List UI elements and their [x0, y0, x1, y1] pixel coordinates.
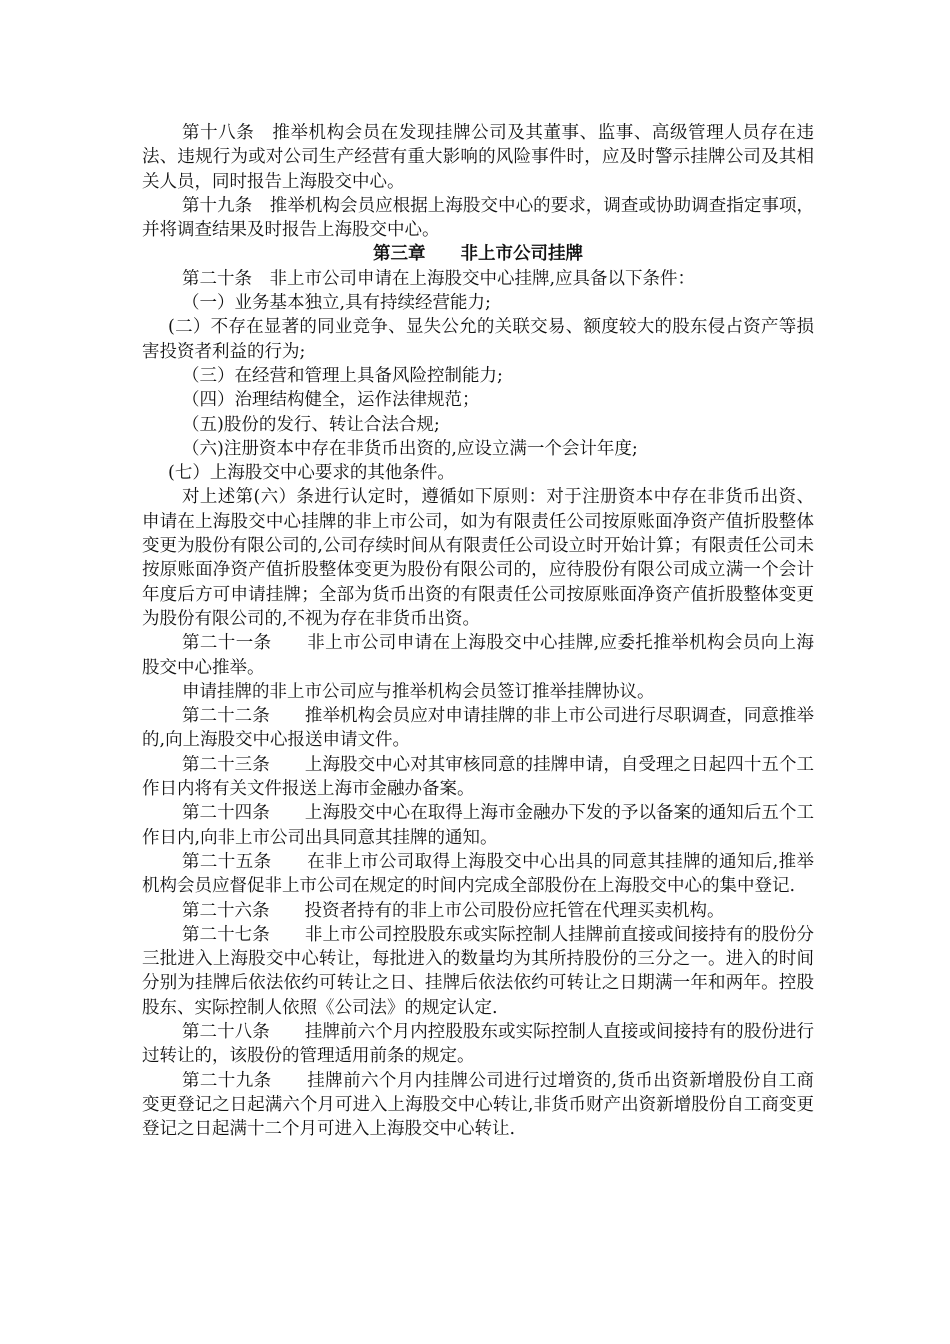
condition-item: (二）不存在显著的同业竞争、显失公允的关联交易、额度较大的股东侵占资产等损害投资者利益的行为;	[142, 317, 814, 362]
article-paragraph: 第二十二条 推举机构会员应对申请挂牌的非上市公司进行尽职调查，同意推举的,向上海股交中心报送申请文件。	[142, 706, 814, 751]
article-paragraph: 第二十条 非上市公司申请在上海股交中心挂牌,应具备以下条件：	[182, 268, 696, 289]
condition-item: （四）治理结构健全，运作法律规范；	[182, 390, 480, 411]
article-paragraph: 第二十五条 在非上市公司取得上海股交中心出具的同意其挂牌的通知后,推举机构会员应督促非上市公司在规定的时间内完成全部股份在上海股交中心的集中登记.	[142, 851, 814, 897]
article-paragraph: 第十九条 推举机构会员应根据上海股交中心的要求，调查或协助调查指定事项，并将调查结果及时报告上海股交中心。	[142, 195, 814, 241]
article-paragraph: 第十八条 推举机构会员在发现挂牌公司及其董事、监事、高级管理人员存在违法、违规行为或对公司生产经营有重大影响的风险事件时，应及时警示挂牌公司及其相关人员，同时报告上海股交中心。	[142, 123, 814, 192]
article-paragraph: 第二十六条 投资者持有的非上市公司股份应托管在代理买卖机构。	[182, 900, 725, 921]
article-paragraph: 第二十四条 上海股交中心在取得上海市金融办下发的予以备案的通知后五个工作日内,向非上市公司出具同意其挂牌的通知。	[142, 803, 814, 848]
chapter-heading: 第三章 非上市公司挂牌	[373, 244, 583, 265]
condition-item: （六)注册资本中存在非货币出资的,应设立满一个会计年度;	[182, 438, 638, 459]
article-paragraph: 第二十三条 上海股交中心对其审核同意的挂牌申请，自受理之日起四十五个工作日内将有关文件报送上海市金融办备案。	[142, 754, 814, 800]
condition-item: (七）上海股交中心要求的其他条件。	[168, 463, 455, 484]
condition-item: （三）在经营和管理上具备风险控制能力;	[182, 365, 503, 386]
article-paragraph: 第二十七条 非上市公司控股股东或实际控制人挂牌前直接或间接持有的股份分三批进入上海股交中心转让，每批进入的数量均为其所持股份的三分之一。进入的时间分别为挂牌后依法依约可转让之日、挂牌后依法依约可转让之日期满一年和两年。控股股东、实际控制人依照《公司法》的规定认定.	[142, 924, 814, 1018]
article-paragraph: 申请挂牌的非上市公司应与推举机构会员签订推举挂牌协议。	[182, 681, 655, 702]
article-paragraph: 第二十九条 挂牌前六个月内挂牌公司进行过增资的,货币出资新增股份自工商变更登记之日起满六个月可进入上海股交中心转让,非货币财产出资新增股份自工商变更登记之日起满十二个月可进入上海股交中心转让.	[142, 1070, 814, 1140]
document-page	[142, 121, 814, 1141]
article-paragraph: 对上述第(六）条进行认定时，遵循如下原则：对于注册资本中存在非货币出资、申请在上海股交中心挂牌的非上市公司，如为有限责任公司按原账面净资产值折股整体变更为股份有限公司的,公司存续时间从有限责任公司设立时开始计算；有限责任公司未按原账面净资产值折股整体变更为股份有限公司的，应待股份有限公司成立满一个会计年度后方可申请挂牌；全部为货币出资的有限责任公司按原账面净资产值折股整体变更为股份有限公司的,不视为存在非货币出资。	[142, 487, 814, 629]
article-paragraph: 第二十一条 非上市公司申请在上海股交中心挂牌,应委托推举机构会员向上海股交中心推举。	[142, 633, 814, 678]
condition-item: （一）业务基本独立,具有持续经营能力;	[182, 293, 491, 314]
condition-item: （五)股份的发行、转让合法合规;	[182, 414, 440, 435]
article-paragraph: 第二十八条 挂牌前六个月内控股股东或实际控制人直接或间接持有的股份进行过转让的，该股份的管理适用前条的规定。	[142, 1021, 814, 1067]
